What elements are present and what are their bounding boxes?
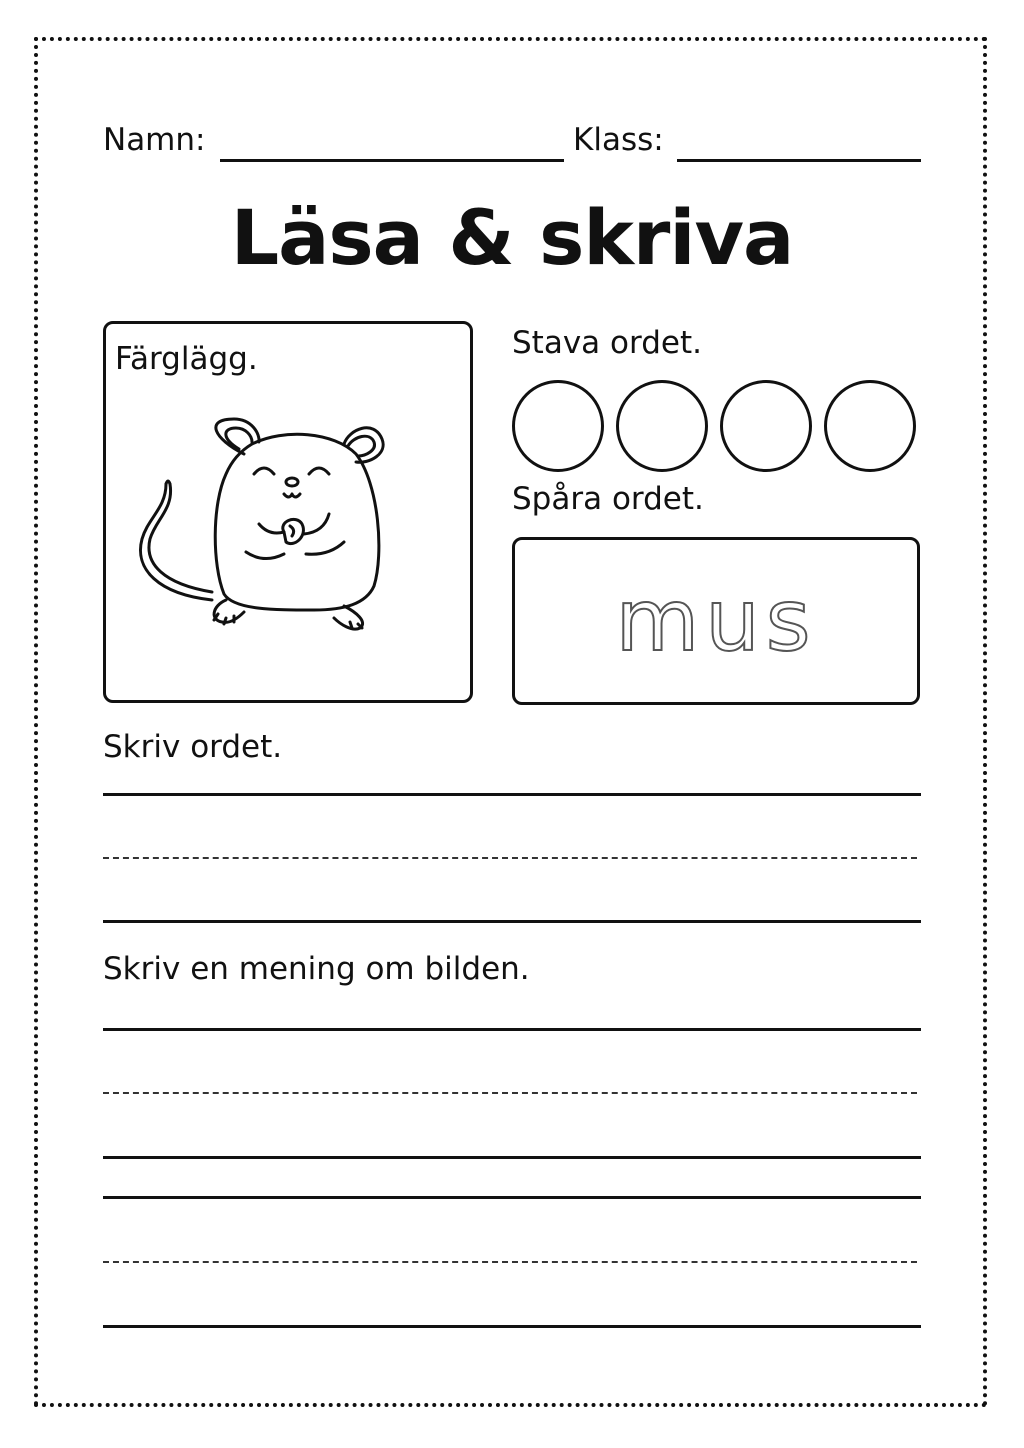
class-write-line[interactable] <box>677 159 921 162</box>
write-line-middle[interactable] <box>103 1261 917 1263</box>
letter-circle[interactable] <box>512 380 604 472</box>
write-line-bottom[interactable] <box>103 920 921 923</box>
coloring-label: Färglägg. <box>115 341 258 377</box>
letter-circle[interactable] <box>824 380 916 472</box>
write-line-middle[interactable] <box>103 857 917 859</box>
mouse-icon <box>134 414 394 654</box>
coloring-box[interactable] <box>103 321 473 703</box>
trace-word: mus <box>615 571 817 671</box>
write-sentence-label: Skriv en mening om bilden. <box>103 951 530 987</box>
class-label: Klass: <box>573 122 664 158</box>
write-line-top[interactable] <box>103 793 921 796</box>
write-line-bottom[interactable] <box>103 1156 921 1159</box>
trace-label: Spåra ordet. <box>512 481 704 517</box>
letter-circle[interactable] <box>720 380 812 472</box>
spell-label: Stava ordet. <box>512 325 702 361</box>
name-label: Namn: <box>103 122 206 158</box>
write-line-top[interactable] <box>103 1196 921 1199</box>
page-title: Läsa & skriva <box>230 193 794 282</box>
write-line-top[interactable] <box>103 1028 921 1031</box>
letter-circle[interactable] <box>616 380 708 472</box>
write-line-middle[interactable] <box>103 1092 917 1094</box>
write-line-bottom[interactable] <box>103 1325 921 1328</box>
trace-word-container <box>512 537 920 705</box>
write-word-label: Skriv ordet. <box>103 729 283 765</box>
name-write-line[interactable] <box>220 159 564 162</box>
